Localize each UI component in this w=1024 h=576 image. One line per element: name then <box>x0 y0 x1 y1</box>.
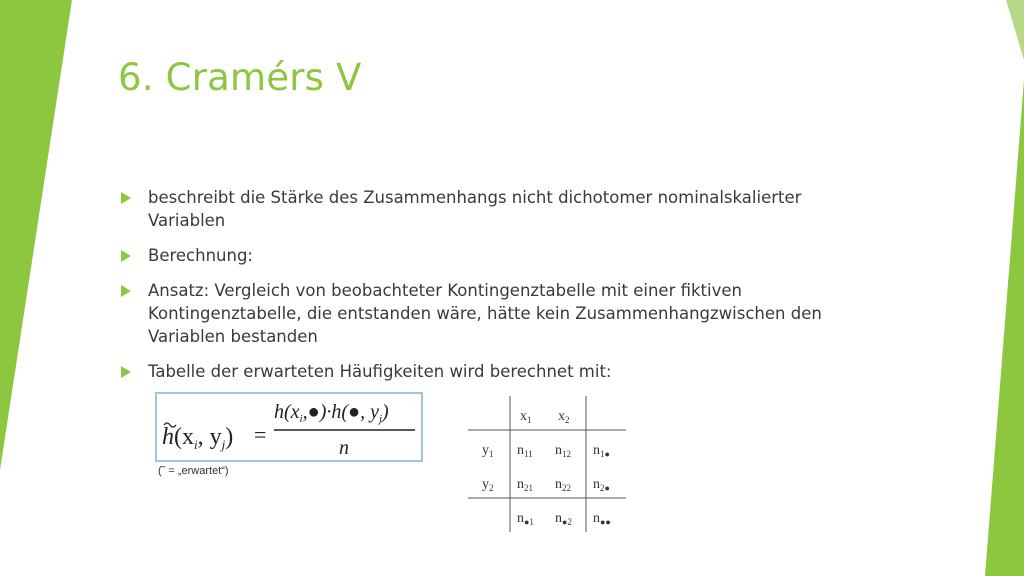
table-text-part: n <box>517 443 524 458</box>
table-text-part: n <box>593 477 600 492</box>
table-text-part: 2 <box>489 483 494 493</box>
bullet-item <box>120 279 850 348</box>
table-cell <box>517 477 533 493</box>
table-text-part: y <box>482 443 489 458</box>
bullet-item <box>120 244 850 267</box>
table-text-part: n <box>555 511 562 526</box>
bullet-arrow-icon <box>121 250 131 262</box>
contingency-table <box>468 396 628 534</box>
formula-denominator: n <box>339 437 349 459</box>
formula-lhs-args: (x <box>174 424 194 450</box>
table-text-part: x <box>520 409 527 424</box>
svg-text:h(xi,●)·h(●, yj) <box>274 401 389 425</box>
table-text-part: ●2 <box>562 517 572 527</box>
formula-lhs-sub-i: i <box>194 437 198 452</box>
table-text-part: 11 <box>524 449 533 459</box>
table-text-part: 1 <box>489 449 494 459</box>
table-text-part: 22 <box>562 483 571 493</box>
table-text-part: 2● <box>600 483 610 493</box>
expected-frequency-formula <box>155 392 423 462</box>
formula-num-part1: h(x <box>274 401 300 423</box>
table-text-part: 1● <box>600 449 610 459</box>
slide-title: 6. Cramérs V <box>118 56 362 99</box>
table-text-part: 1 <box>527 415 532 425</box>
bullet-text: Tabelle der erwarteten Häufigkeiten wird berechnet mit: <box>148 362 612 381</box>
bullet-text: Berechnung: <box>148 246 253 265</box>
table-row-header <box>482 443 494 459</box>
table-cell <box>555 443 571 459</box>
formula-lhs-mid: , y <box>197 424 222 450</box>
right-stripe-shape <box>985 80 1024 576</box>
table-text-part: n <box>593 443 600 458</box>
formula-num-part2: ,●)·h(●, y <box>302 401 379 423</box>
formula-note: (˜ = „erwartet“) <box>158 465 229 477</box>
table-total-cell <box>555 511 572 527</box>
bullet-text: Ansatz: Vergleich von beobachteter Kontingenztabelle mit einer fiktiven Kontingenztabelle, die entstanden wäre, hätte kein Zusammenhangzwischen den Variablen bestanden <box>148 281 822 346</box>
bullet-item <box>120 360 850 383</box>
formula-lhs-sub-j: j <box>221 437 226 452</box>
formula-num-part3: ) <box>382 401 389 423</box>
table-text-part: n <box>555 443 562 458</box>
bullet-arrow-icon <box>121 285 131 297</box>
formula-lhs-fn: h <box>162 424 174 450</box>
left-stripe-shape <box>0 0 72 470</box>
table-cell <box>593 443 610 459</box>
table-total-cell <box>593 511 611 527</box>
table-text-part: n <box>555 477 562 492</box>
bullet-item <box>120 186 850 232</box>
table-row-header <box>482 477 494 493</box>
formula-graphic <box>157 394 421 460</box>
table-text-part: ●● <box>600 517 611 527</box>
table-cell <box>555 477 571 493</box>
table-text-part: ●1 <box>524 517 534 527</box>
table-text-part: y <box>482 477 489 492</box>
table-text-part: 12 <box>562 449 571 459</box>
table-text-part: x <box>558 409 565 424</box>
bullet-arrow-icon <box>121 192 131 204</box>
formula-num-sub-i: i <box>299 413 303 425</box>
svg-text:h(xi, yj) <box>162 424 233 452</box>
table-text-part: 2 <box>565 415 570 425</box>
right-top-accent-shape <box>1006 0 1024 60</box>
formula-num-sub-j: j <box>378 413 383 425</box>
bullet-text: beschreibt die Stärke des Zusammenhangs nicht dichotomer nominalskalierter Variablen <box>148 188 802 230</box>
table-text-part: n <box>593 511 600 526</box>
bullet-arrow-icon <box>121 366 131 378</box>
table-cell <box>593 477 610 493</box>
formula-lhs-close: ) <box>225 424 234 450</box>
table-col-header <box>558 409 570 425</box>
table-total-cell <box>517 511 534 527</box>
table-text-part: 21 <box>524 483 533 493</box>
formula-equals: = <box>254 422 267 447</box>
table-col-header <box>520 409 532 425</box>
table-cell <box>517 443 533 459</box>
bullet-list <box>120 186 850 395</box>
table-text-part: n <box>517 511 524 526</box>
table-text-part: n <box>517 477 524 492</box>
